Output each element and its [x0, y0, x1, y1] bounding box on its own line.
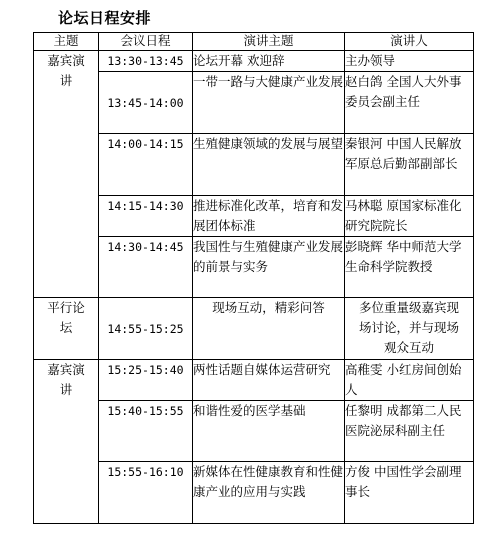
row-topic: 我国性与生殖健康产业发展的前景与实务: [193, 237, 345, 298]
table-row: [34, 401, 474, 462]
row-topic: 和谐性爱的医学基础: [193, 401, 345, 462]
header-time: 会议日程: [99, 33, 193, 51]
row-speaker: 彭晓辉 华中师范大学生命科学院教授: [345, 237, 474, 298]
row-topic: 一带一路与大健康产业发展: [193, 72, 345, 134]
section-theme: 嘉宾演讲: [34, 360, 99, 524]
header-row: [34, 33, 474, 51]
header-topic: 演讲主题: [193, 33, 345, 51]
table-row: [34, 51, 474, 72]
section-theme: 嘉宾演讲: [34, 51, 99, 298]
row-speaker: 马林聪 原国家标准化研究院院长: [345, 196, 474, 237]
row-time: 15:55-16:10: [99, 462, 193, 524]
row-topic: 两性话题自媒体运营研究: [193, 360, 345, 401]
header-speaker: 演讲人: [345, 33, 474, 51]
row-topic: 新媒体在性健康教育和性健康产业的应用与实践: [193, 462, 345, 524]
row-time: 14:55-15:25: [99, 298, 193, 360]
header-theme: 主题: [34, 33, 99, 51]
row-time: 14:15-14:30: [99, 196, 193, 237]
row-speaker: 方俊 中国性学会副理事长: [345, 462, 474, 524]
table-row: [34, 196, 474, 237]
row-speaker: 多位重量级嘉宾现场讨论，并与现场观众互动: [345, 298, 474, 360]
page-title: 论坛日程安排: [58, 9, 152, 27]
row-topic: 论坛开幕 欢迎辞: [193, 51, 345, 72]
table-row: [34, 134, 474, 196]
row-time: 14:00-14:15: [99, 134, 193, 196]
table-row: [34, 360, 474, 401]
row-topic: 推进标准化改革，培育和发展团体标准: [193, 196, 345, 237]
row-topic: 现场互动，精彩问答: [193, 298, 345, 360]
schedule-table: [33, 32, 474, 524]
section-theme: 平行论坛: [34, 298, 99, 360]
row-speaker: 秦银河 中国人民解放军原总后勤部副部长: [345, 134, 474, 196]
row-time: 13:45-14:00: [99, 72, 193, 134]
table-row: [34, 298, 474, 360]
row-time: 15:40-15:55: [99, 401, 193, 462]
row-speaker: 高稚雯 小红房间创始人: [345, 360, 474, 401]
row-time: 15:25-15:40: [99, 360, 193, 401]
row-time: 13:30-13:45: [99, 51, 193, 72]
table-row: [34, 462, 474, 524]
row-time: 14:30-14:45: [99, 237, 193, 298]
row-speaker: 任黎明 成都第二人民医院泌尿科副主任: [345, 401, 474, 462]
table-row: [34, 237, 474, 298]
row-topic: 生殖健康领域的发展与展望: [193, 134, 345, 196]
table-row: [34, 72, 474, 134]
row-speaker: 主办领导: [345, 51, 474, 72]
row-speaker: 赵白鸽 全国人大外事委员会副主任: [345, 72, 474, 134]
